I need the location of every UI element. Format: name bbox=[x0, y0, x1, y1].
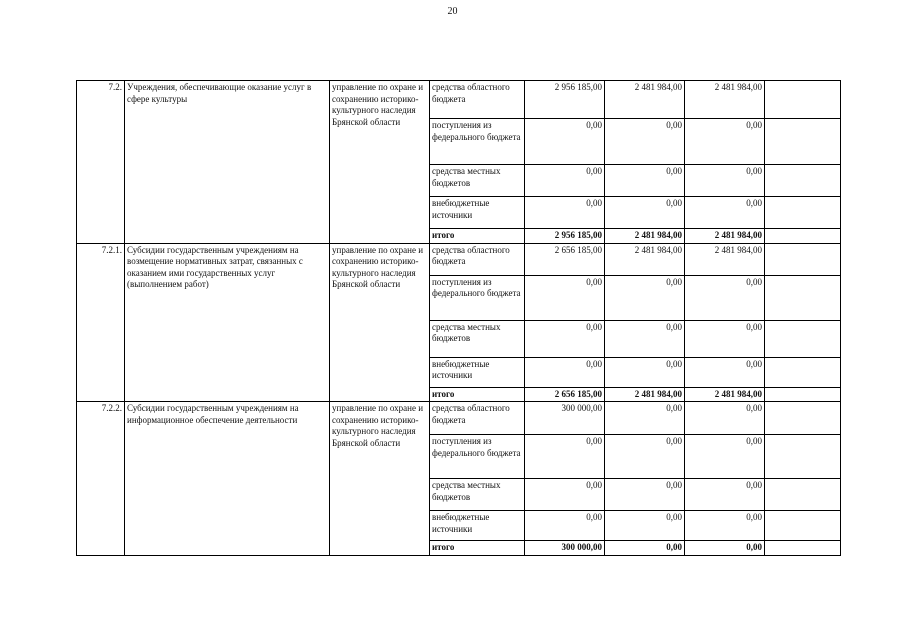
amount-cell: 0,00 bbox=[525, 357, 605, 387]
amount-cell: 0,00 bbox=[525, 435, 605, 479]
empty-cell bbox=[765, 197, 841, 229]
amount-cell: 0,00 bbox=[685, 275, 765, 320]
amount-cell: 2 481 984,00 bbox=[605, 229, 685, 244]
item-executor: управление по охране и сохранению историко-культурного наследия Брянской области bbox=[330, 402, 430, 556]
funding-source-local: средства местных бюджетов bbox=[430, 320, 525, 357]
amount-cell: 2 481 984,00 bbox=[605, 387, 685, 402]
amount-cell: 2 656 185,00 bbox=[525, 387, 605, 402]
amount-cell: 0,00 bbox=[605, 479, 685, 511]
amount-cell: 0,00 bbox=[525, 119, 605, 165]
item-executor: управление по охране и сохранению историко-культурного наследия Брянской области bbox=[330, 81, 430, 244]
amount-cell: 0,00 bbox=[605, 275, 685, 320]
funding-source-regional: средства областного бюджета bbox=[430, 402, 525, 435]
amount-cell: 0,00 bbox=[605, 511, 685, 541]
amount-cell: 0,00 bbox=[605, 197, 685, 229]
funding-source-total: итого bbox=[430, 541, 525, 556]
item-name: Субсидии государственным учреждениям на информационное обеспечение деятельности bbox=[125, 402, 330, 556]
item-code: 7.2.2. bbox=[77, 402, 125, 556]
table-body bbox=[77, 81, 841, 556]
amount-cell: 0,00 bbox=[605, 541, 685, 556]
amount-cell: 0,00 bbox=[605, 119, 685, 165]
amount-cell: 0,00 bbox=[685, 357, 765, 387]
funding-source-federal: поступления из федерального бюджета bbox=[430, 119, 525, 165]
amount-cell: 0,00 bbox=[685, 541, 765, 556]
amount-cell: 2 656 185,00 bbox=[525, 243, 605, 275]
item-code: 7.2.1. bbox=[77, 243, 125, 402]
amount-cell: 2 481 984,00 bbox=[685, 243, 765, 275]
empty-cell bbox=[765, 165, 841, 197]
amount-cell: 0,00 bbox=[605, 165, 685, 197]
empty-cell bbox=[765, 435, 841, 479]
amount-cell: 2 481 984,00 bbox=[685, 229, 765, 244]
funding-source-extra: внебюджетные источники bbox=[430, 197, 525, 229]
amount-cell: 2 481 984,00 bbox=[685, 81, 765, 119]
amount-cell: 0,00 bbox=[525, 511, 605, 541]
amount-cell: 0,00 bbox=[685, 165, 765, 197]
table-row bbox=[77, 243, 841, 275]
empty-cell bbox=[765, 357, 841, 387]
empty-cell bbox=[765, 243, 841, 275]
funding-source-local: средства местных бюджетов bbox=[430, 165, 525, 197]
empty-cell bbox=[765, 479, 841, 511]
funding-source-federal: поступления из федерального бюджета bbox=[430, 275, 525, 320]
empty-cell bbox=[765, 511, 841, 541]
amount-cell: 2 481 984,00 bbox=[605, 81, 685, 119]
empty-cell bbox=[765, 387, 841, 402]
amount-cell: 0,00 bbox=[685, 119, 765, 165]
empty-cell bbox=[765, 81, 841, 119]
item-executor: управление по охране и сохранению историко-культурного наследия Брянской области bbox=[330, 243, 430, 402]
amount-cell: 0,00 bbox=[525, 320, 605, 357]
amount-cell: 300 000,00 bbox=[525, 541, 605, 556]
amount-cell: 0,00 bbox=[525, 165, 605, 197]
amount-cell: 0,00 bbox=[605, 435, 685, 479]
amount-cell: 0,00 bbox=[605, 357, 685, 387]
empty-cell bbox=[765, 119, 841, 165]
funding-source-federal: поступления из федерального бюджета bbox=[430, 435, 525, 479]
funding-source-extra: внебюджетные источники bbox=[430, 357, 525, 387]
funding-source-extra: внебюджетные источники bbox=[430, 511, 525, 541]
amount-cell: 0,00 bbox=[685, 511, 765, 541]
amount-cell: 0,00 bbox=[525, 197, 605, 229]
amount-cell: 0,00 bbox=[685, 197, 765, 229]
funding-source-regional: средства областного бюджета bbox=[430, 243, 525, 275]
empty-cell bbox=[765, 275, 841, 320]
empty-cell bbox=[765, 320, 841, 357]
amount-cell: 300 000,00 bbox=[525, 402, 605, 435]
item-name: Учреждения, обеспечивающие оказание услуг в сфере культуры bbox=[125, 81, 330, 244]
table-row bbox=[77, 402, 841, 435]
funding-source-total: итого bbox=[430, 387, 525, 402]
amount-cell: 2 481 984,00 bbox=[605, 243, 685, 275]
amount-cell: 2 956 185,00 bbox=[525, 81, 605, 119]
amount-cell: 2 956 185,00 bbox=[525, 229, 605, 244]
amount-cell: 0,00 bbox=[605, 320, 685, 357]
budget-table bbox=[76, 80, 841, 556]
funding-source-local: средства местных бюджетов bbox=[430, 479, 525, 511]
amount-cell: 0,00 bbox=[685, 402, 765, 435]
amount-cell: 0,00 bbox=[685, 435, 765, 479]
empty-cell bbox=[765, 229, 841, 244]
amount-cell: 0,00 bbox=[685, 320, 765, 357]
item-name: Субсидии государственным учреждениям на возмещение нормативных затрат, связанных с оказанием ими государственных услуг (выполнением работ) bbox=[125, 243, 330, 402]
item-code: 7.2. bbox=[77, 81, 125, 244]
amount-cell: 2 481 984,00 bbox=[685, 387, 765, 402]
funding-source-total: итого bbox=[430, 229, 525, 244]
table-row bbox=[77, 81, 841, 119]
amount-cell: 0,00 bbox=[525, 479, 605, 511]
amount-cell: 0,00 bbox=[685, 479, 765, 511]
empty-cell bbox=[765, 541, 841, 556]
amount-cell: 0,00 bbox=[605, 402, 685, 435]
page-number: 20 bbox=[447, 6, 458, 17]
amount-cell: 0,00 bbox=[525, 275, 605, 320]
empty-cell bbox=[765, 402, 841, 435]
funding-source-regional: средства областного бюджета bbox=[430, 81, 525, 119]
